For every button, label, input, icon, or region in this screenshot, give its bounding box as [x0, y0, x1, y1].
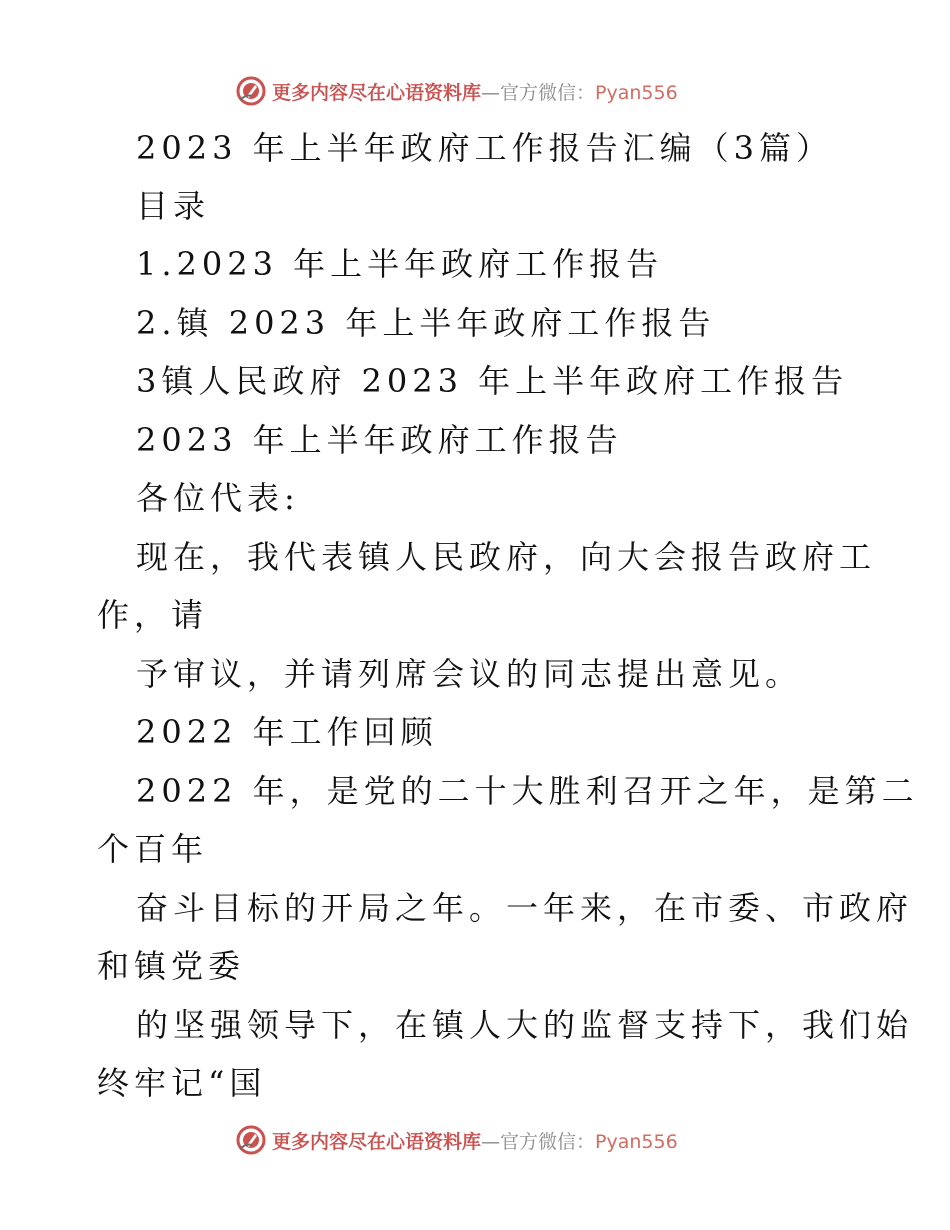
- watermark-dash-text: —官方微信：: [481, 1130, 596, 1153]
- paragraph-line: 终牢记“国: [97, 1064, 267, 1102]
- watermark-main-text: 更多内容尽在心语资料库: [272, 81, 482, 104]
- section-title: 2023 年上半年政府工作报告: [136, 421, 623, 459]
- toc-item-3: 3镇人民政府 2023 年上半年政府工作报告: [136, 362, 849, 400]
- paragraph-line: 个百年: [97, 830, 209, 868]
- pen-circle-logo-icon: [236, 76, 266, 106]
- paragraph-line: 作，请: [97, 596, 209, 634]
- watermark-main-text: 更多内容尽在心语资料库: [272, 1130, 482, 1153]
- subsection-title: 2022 年工作回顾: [136, 713, 438, 751]
- toc-item-1: 1.2023 年上半年政府工作报告: [136, 245, 664, 283]
- paragraph-line: 的坚强领导下，在镇人大的监督支持下，我们始: [136, 1006, 914, 1044]
- paragraph-line: 予审议，并请列席会议的同志提出意见。: [136, 655, 803, 693]
- toc-item-2: 2.镇 2023 年上半年政府工作报告: [136, 304, 716, 342]
- toc-heading: 目录: [136, 187, 211, 225]
- watermark-footer: [236, 1123, 716, 1157]
- paragraph-line: 现在，我代表镇人民政府，向大会报告政府工: [136, 538, 877, 576]
- document-title: 2023 年上半年政府工作报告汇编（3篇）: [136, 129, 833, 167]
- paragraph-line: 2022 年，是党的二十大胜利召开之年，是第二: [136, 772, 919, 810]
- paragraph-line: 和镇党委: [97, 947, 246, 985]
- salutation: 各位代表:: [136, 479, 300, 517]
- watermark-header: [236, 74, 716, 108]
- watermark-dash-text: —官方微信：: [481, 81, 596, 104]
- pen-circle-logo-icon: [236, 1125, 266, 1155]
- paragraph-line: 奋斗目标的开局之年。一年来，在市委、市政府: [136, 889, 914, 927]
- watermark-id-text: Pyan556: [595, 81, 678, 104]
- watermark-id-text: Pyan556: [595, 1130, 678, 1153]
